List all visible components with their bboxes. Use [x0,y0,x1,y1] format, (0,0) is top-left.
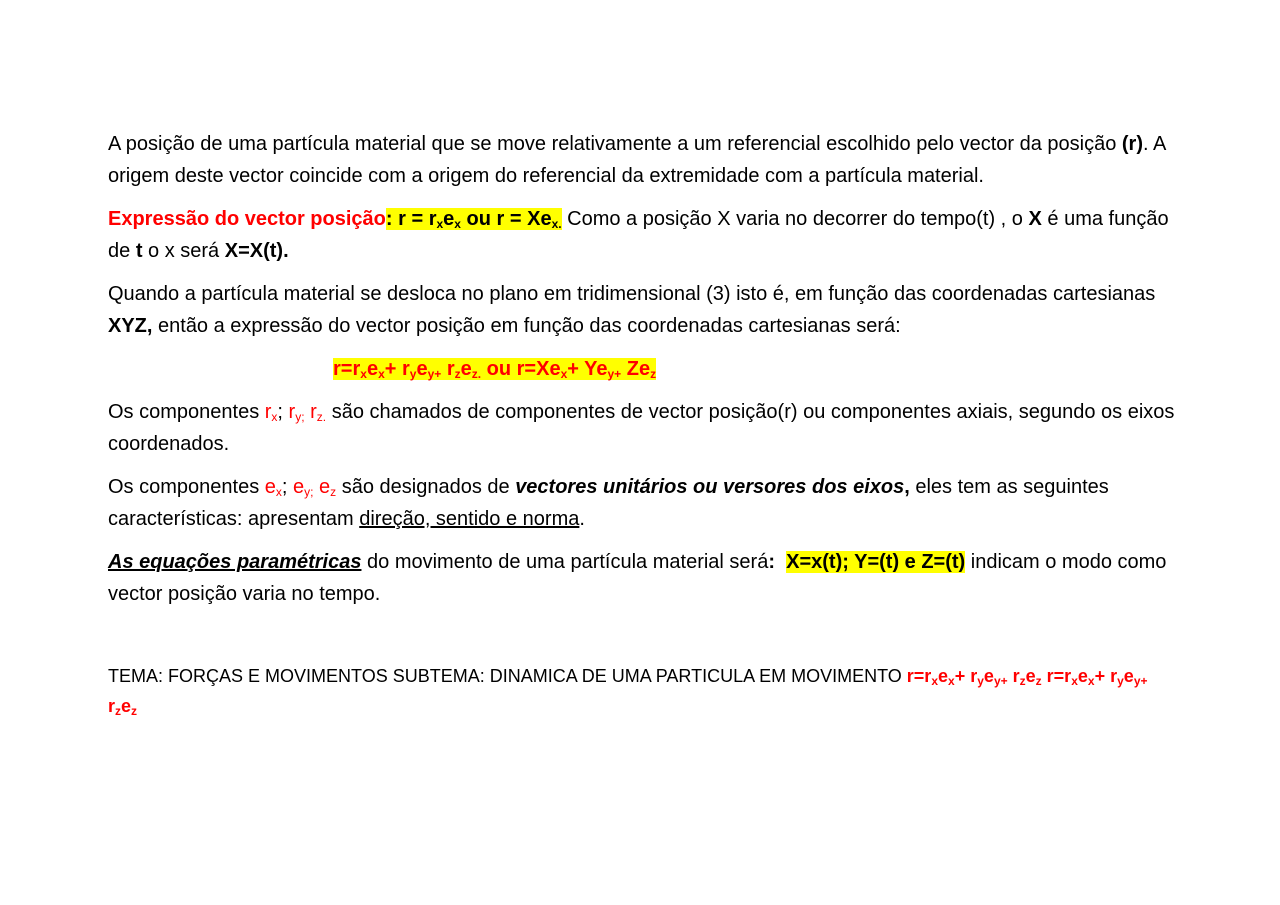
component-rz: $r_{z.}$ [310,401,327,424]
expression-equation: X=X(t). [224,240,289,262]
cartesian-bold-xyz: XYZ, [108,315,153,337]
footer-formula: $r=r_xe_x+ r_ye_{y+}$ $r_ze_z$ $r=r_xe_x+ r_ye_{y+}$ $r_ze_z$ [108,666,1148,718]
paragraph-cartesian: Quando a partícula material se desloca no plano em tridimensional (3) isto é, em função das coordenadas cartesianas XYZ, então a expressão do vector posição em função das coordenadas cartesianas será: [108,283,1156,337]
expression-bold-X: X [1028,208,1042,230]
intro-bold-r: (r) [1121,133,1143,155]
footer-theme-line [108,661,1178,721]
position-vector-formula [108,353,1178,385]
formula-highlight: $r=r_xe_x+ r_ye_{y+}$ $r_ze_{z.}$ ou $r=Xe_x+ Ye_{y+}$ $Ze_z$ [333,358,657,381]
expression-formula-highlight: : $r = r_xe_x$ ou $r = Xe_{x.}$ [385,208,562,231]
document-page [108,128,1178,732]
unit-vectors-term: vectores unitários ou versores dos eixos [515,476,905,498]
underlined-properties: direção, sentido e norma [359,508,580,530]
expression-text: Como a posição X varia no decorrer do tempo(t) , o [561,208,1029,230]
component-ey: $e_{y;}$ [293,476,314,499]
component-ex: $e_x$ [264,476,282,499]
paragraph-parametric: As equações paramétricas do movimento de uma partícula material será: X=x(t); Y=(t) e Z=(t) indicam o modo como vector posição varia no tempo. [108,551,1167,605]
paragraph-components-e: Os componentes $e_x$; $e_{y;}$ $e_z$ são designados de vectores unitários ou versores dos eixos, eles tem as seguintes características: apresentam direção, sentido e norma. [108,476,1109,530]
expression-bold-t: t [135,240,143,262]
parametric-title: As equações paramétricas [108,551,362,573]
footer-theme-text: TEMA: FORÇAS E MOVIMENTOS SUBTEMA: DINAMICA DE UMA PARTICULA EM MOVIMENTO [108,666,907,686]
expression-label: Expressão do vector posição [108,208,386,230]
parametric-equation-highlight: X=x(t); Y=(t) e Z=(t) [786,551,966,573]
component-ez: $e_z$ [319,476,337,499]
paragraph-intro [108,128,1178,192]
intro-text-2: . A origem deste vector coincide com a origem do referencial da extremidade com a partícula material. [108,133,1166,187]
paragraph-expression: Expressão do vector posição: $r = r_xe_x$ ou $r = Xe_{x.}$ Como a posição X varia no decorrer do tempo(t) , o X é uma função de t o x será X=X(t). [108,208,1169,262]
component-ry: $r_{y;}$ [288,401,305,424]
component-rx: $r_x$ [264,401,278,424]
paragraph-components-r: Os componentes $r_x$; $r_{y;}$ $r_{z.}$ são chamados de componentes de vector posição(r) ou componentes axiais, segundo os eixos coordenados. [108,401,1175,455]
intro-text: A posição de uma partícula material que se move relativamente a um referencial escolhido pelo vector da posição [108,133,1122,155]
